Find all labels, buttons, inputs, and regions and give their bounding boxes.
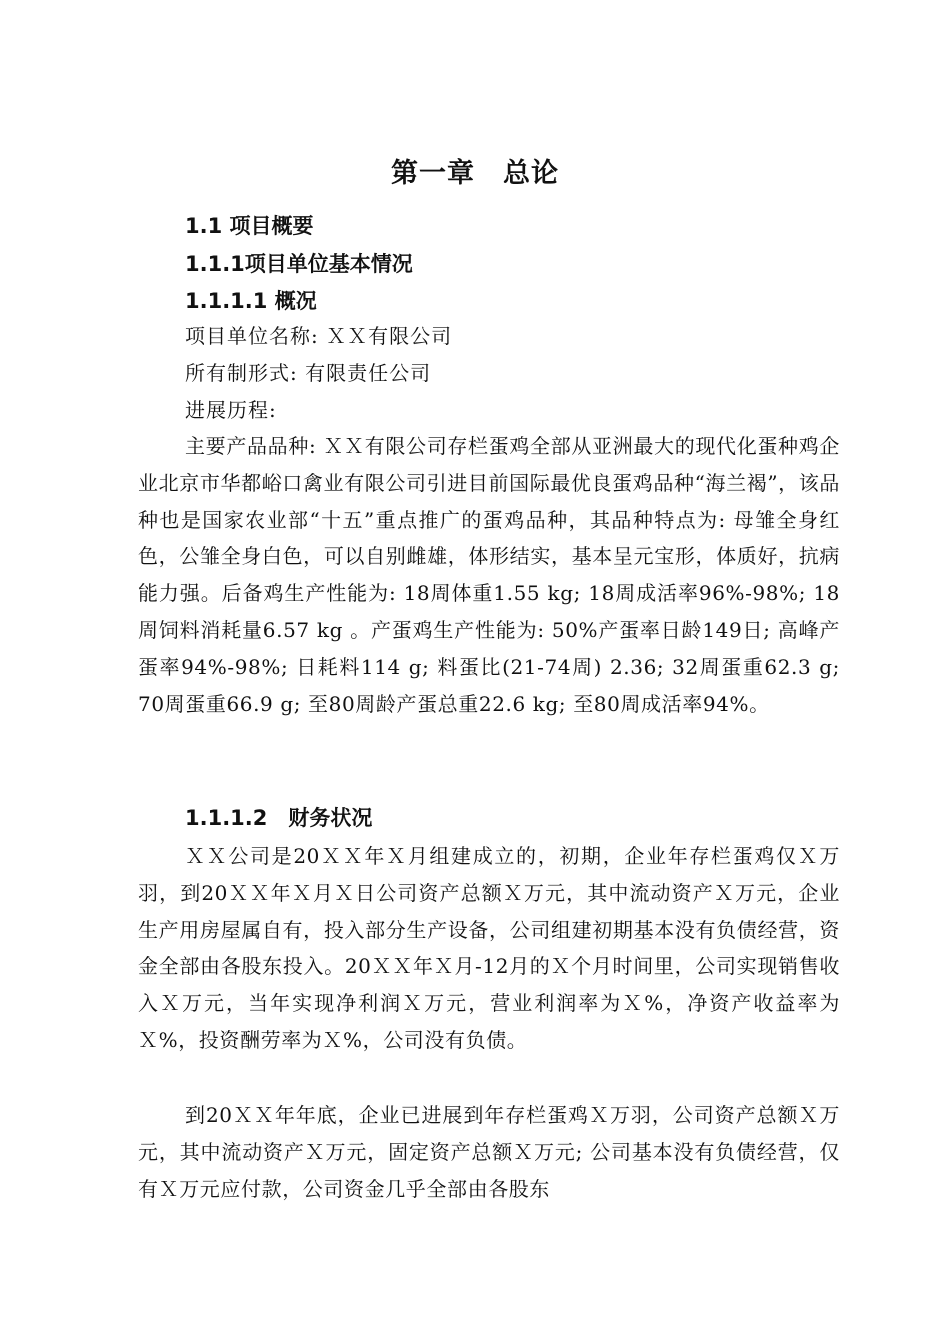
year-end-status-paragraph: 到20ＸＸ年年底，企业已进展到年存栏蛋鸡Ｘ万羽，公司资产总额Ｘ万元，其中流动资产Ｘ万元，固定资产总额Ｘ万元; 公司基本没有负债经营，仅有Ｘ万元应付款，公司资金几乎全部由各股东 bbox=[138, 1103, 840, 1201]
chapter-title: 第一章 总论 bbox=[391, 158, 559, 189]
section-heading-1-1-1-2: 1.1.1.2 财务状况 bbox=[185, 806, 373, 830]
main-products-paragraph: 主要产品品种: ＸＸ有限公司存栏蛋鸡全部从亚洲最大的现代化蛋种鸡企业北京市华都峪口禽业有限公司引进目前国际最优良蛋鸡品种“海兰褐”，该品种也是国家农业部“十五”重点推广的蛋鸡品种，其品种特点为: 母雏全身红色，公雏全身白色，可以自别雌雄，体形结实，基本呈元宝形，体质好，抗病能力强。后备鸡生产性能为: 18周体重1.55 kg; 18周成活率96%-98%; 18周饲料消耗量6.57 kg 。产蛋鸡生产性能为: 50%产蛋率日龄149日; 高峰产蛋率94%-98%; 日耗料114 g; 料蛋比(21-74周) 2.36; 32周蛋重62.3 g; 70周蛋重66.9 g; 至80周龄产蛋总重22.6 kg; 至80周成活率94%。 bbox=[138, 434, 840, 716]
financial-status-paragraph: ＸＸ公司是20ＸＸ年Ｘ月组建成立的，初期，企业年存栏蛋鸡仅Ｘ万羽，到20ＸＸ年Ｘ月Ｘ日公司资产总额Ｘ万元，其中流动资产Ｘ万元，企业生产用房屋属自有，投入部分生产设备，公司组建初期基本没有负债经营，资金全部由各股东投入。20ＸＸ年Ｘ月-12月的Ｘ个月时间里，公司实现销售收入Ｘ万元，当年实现净利润Ｘ万元，营业利润率为Ｘ%，净资产收益率为Ｘ%，投资酬劳率为Ｘ%，公司没有负债。 bbox=[138, 844, 840, 1052]
section-heading-1-1-1: 1.1.1项目单位基本情况 bbox=[185, 252, 413, 276]
section-heading-1-1: 1.1 项目概要 bbox=[185, 214, 314, 238]
section-heading-1-1-1-1: 1.1.1.1 概况 bbox=[185, 289, 317, 313]
ownership-form-line: 所有制形式: 有限责任公司 bbox=[185, 361, 432, 385]
company-name-line: 项目单位名称: ＸＸ有限公司 bbox=[185, 324, 453, 348]
development-history-line: 进展历程: bbox=[185, 398, 277, 422]
